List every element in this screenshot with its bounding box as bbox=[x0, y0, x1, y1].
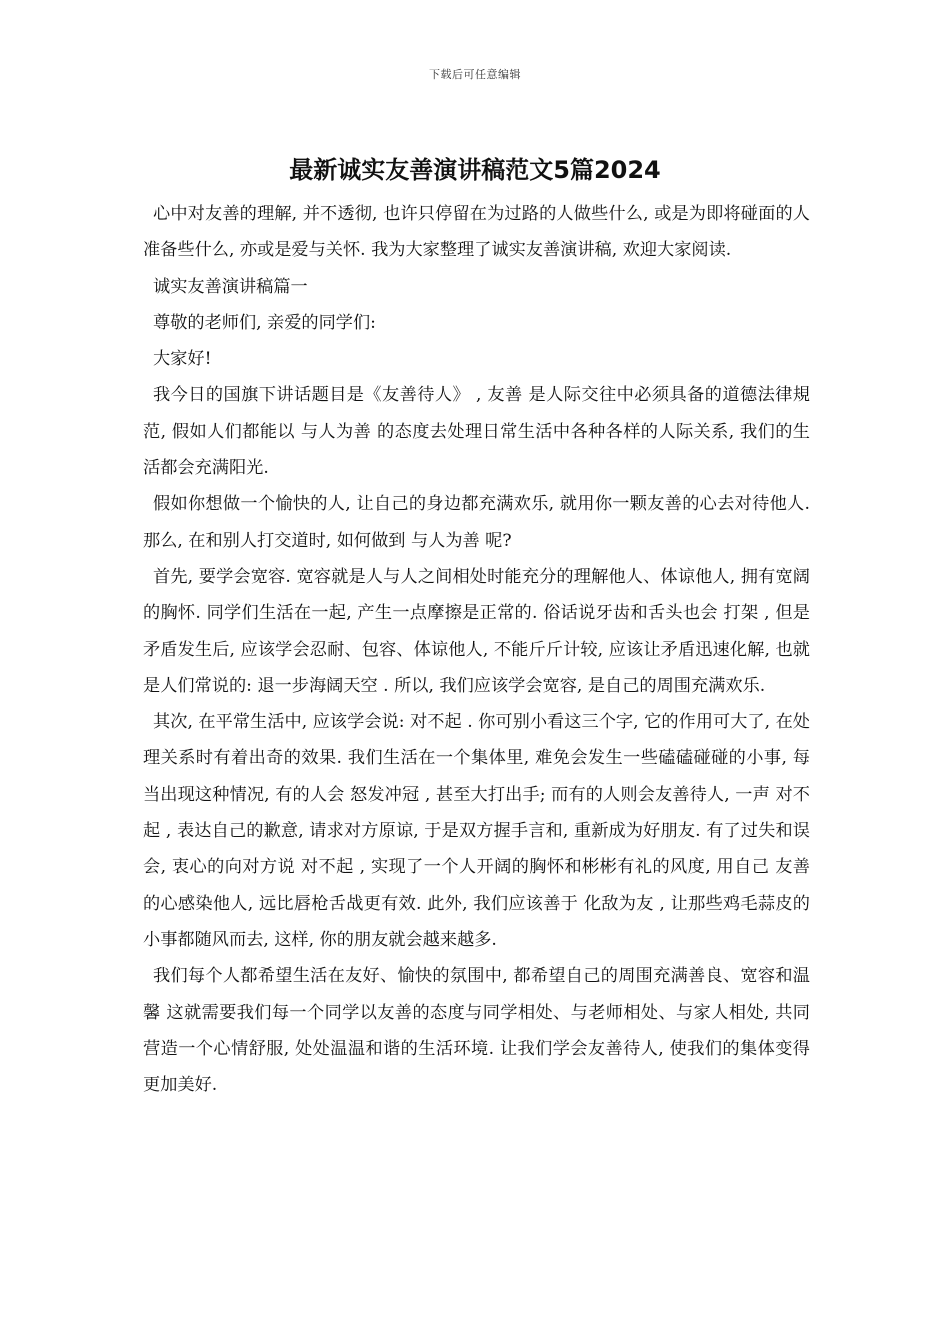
body-paragraph: 我们每个人都希望生活在友好、愉快的氛围中, 都希望自己的周围充满善良、宽容和温馨 这就需要我们每一个同学以友善的态度与同学相处、与老师相处、与家人相处, 共同营造一个心情舒服, 处处温温和谐的生活环境. 让我们学会友善待人, 使我们的集体变得更加美好. bbox=[143, 966, 810, 1096]
greeting: 大家好! bbox=[153, 349, 212, 370]
body-paragraph: 我今日的国旗下讲话题目是《友善待人》 , 友善 是人际交往中必须具备的道德法律規范, 假如人们都能以 与人为善 的态度去处理日常生活中各种各样的人际关系, 我们的生活都会充满阳光. bbox=[143, 385, 810, 479]
body-paragraph: 其次, 在平常生活中, 应该学会说: 对不起 . 你可别小看这三个字, 它的作用可大了, 在处理关系时有着出奇的效果. 我们生活在一个集体里, 难免会发生一些磕磕碰碰的小事, 每当出现这种情况, 有的人会 怒发冲冠 , 甚至大打出手; 而有的人则会友善待人, 一声 对不起 , 表达自己的歉意, 请求对方原谅, 于是双方握手言和, 重新成为好朋友. 有了过失和误会, 衷心的向对方说 对不起 , 实现了一个人开阔的胸怀和彬彬有礼的风度, 用自己 友善 的心感染他人, 远比唇枪舌战更有效. 此外, 我们应该善于 化敌为友 , 让那些鸡毛蒜皮的小事都随风而去, 这样, 你的朋友就会越来越多. bbox=[143, 712, 810, 950]
body-paragraph: 首先, 要学会宽容. 宽容就是人与人之间相处时能充分的理解他人、体谅他人, 拥有宽阔的胸怀. 同学们生活在一起, 产生一点摩擦是正常的. 俗话说牙齿和舌头也会 打架 , 但是矛盾发生后, 应该学会忍耐、包容、体谅他人, 不能斤斤计较, 应该让矛盾迅速化解, 也就是人们常说的: 退一步海阔天空 . 所以, 我们应该学会宽容, 是自己的周围充满欢乐. bbox=[143, 566, 810, 696]
body-paragraph: 假如你想做一个愉快的人, 让自己的身边都充满欢乐, 就用你一颗友善的心去对待他人. 那么, 在和别人打交道时, 如何做到 与人为善 呢? bbox=[143, 494, 810, 551]
section-heading: 诚实友善演讲稿篇一 bbox=[153, 276, 308, 297]
document-body bbox=[143, 196, 810, 1103]
intro-paragraph: 心中对友善的理解, 并不透彻, 也许只停留在为过路的人做些什么, 或是为即将碰面的人准备些什么, 亦或是爱与关怀. 我为大家整理了诚实友善演讲稿, 欢迎大家阅读. bbox=[143, 204, 810, 261]
salutation: 尊敬的老师们, 亲爱的同学们: bbox=[153, 312, 376, 333]
document-title: 最新诚实友善演讲稿范文5篇2024 bbox=[289, 156, 661, 184]
header-note: 下载后可任意编辑 bbox=[429, 68, 521, 81]
